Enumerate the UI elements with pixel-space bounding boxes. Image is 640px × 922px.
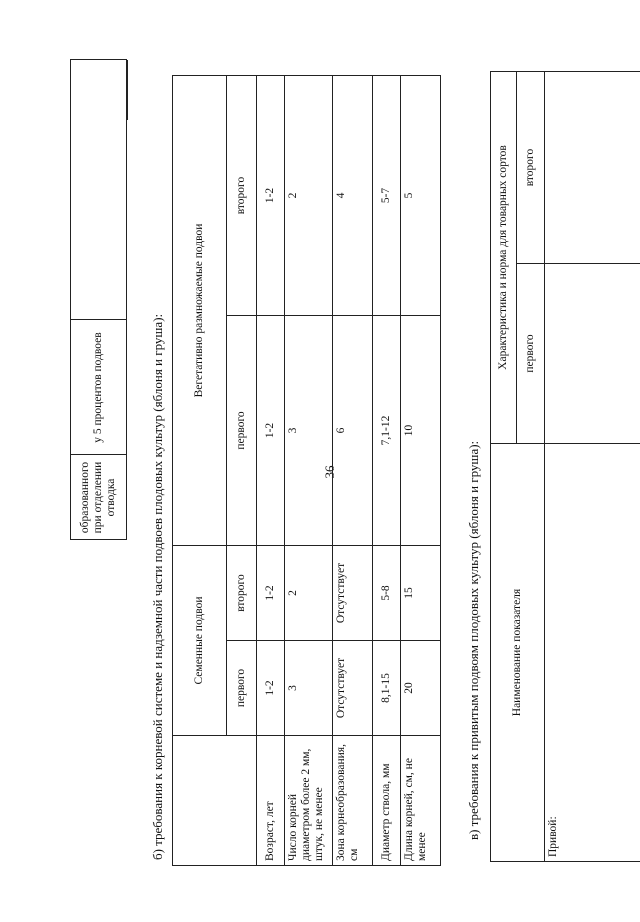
top-table-cell: у 5 процентов подвоев: [71, 320, 127, 455]
top-table-wrapper: [70, 60, 127, 541]
table-row: [401, 75, 441, 865]
section-v-table-wrapper: [490, 71, 640, 862]
value-cell: 2: [285, 546, 333, 641]
value-cell: 5: [401, 75, 441, 315]
value-cell: 1-2: [257, 641, 285, 736]
section-b-table-wrapper: [172, 75, 441, 866]
sub-header-second: второго: [227, 546, 257, 641]
value-cell: Отсутствует: [333, 546, 373, 641]
value-cell: 3: [285, 316, 333, 546]
row-label: Возраст, лет: [257, 736, 285, 866]
value-cell: 2: [285, 75, 333, 315]
top-table: [70, 60, 127, 541]
sub-header-first: первого: [227, 641, 257, 736]
header-veg-rootstocks: Вегетативно размножаемые подвои: [173, 75, 227, 545]
corner-cell: [173, 736, 257, 866]
table-row: [373, 75, 401, 865]
table-row: [333, 75, 373, 865]
sub-header-first: первого: [227, 316, 257, 546]
section-b-table: [172, 75, 441, 866]
value-cell: 10: [401, 316, 441, 546]
value-cell: 20: [401, 641, 441, 736]
value-cell: 1-2: [257, 75, 285, 315]
row-label: Длина корней, см, не менее: [401, 736, 441, 866]
value-cell: 6: [333, 316, 373, 546]
row-label: Число корней диаметром более 2 мм, штук, не менее: [285, 736, 333, 866]
value-cell: Отсутствует: [333, 641, 373, 736]
value-cell: 1-2: [257, 546, 285, 641]
value-cell: 3: [285, 641, 333, 736]
sub-header-second: второго: [227, 75, 257, 315]
row-label: Зона корнеобразования, см: [333, 736, 373, 866]
value-cell: 1-2: [257, 316, 285, 546]
header-characteristic: Характеристика и норма для товарных сортов: [491, 72, 517, 444]
sub-header-second: второго: [517, 72, 545, 264]
table-row: [285, 75, 333, 865]
row-label: Привой:: [545, 444, 640, 862]
header-seed-rootstocks: Семенные подвои: [173, 546, 227, 736]
page-number: 36: [322, 465, 337, 479]
section-v-caption: в) требования к привитым подвоям плодовых культур (яблоня и груша):: [466, 440, 481, 840]
value-cell: 5-8: [373, 546, 401, 641]
value-cell: [545, 72, 640, 264]
table-row: [545, 72, 640, 862]
row-label: Диаметр ствола, мм: [373, 736, 401, 866]
section-b-caption: б) требования к корневой системе и надземной части подвоев плодовых культур (яблоня и груша):: [150, 313, 165, 860]
section-v-table: [490, 71, 640, 862]
value-cell: 4: [333, 75, 373, 315]
value-cell: 15: [401, 546, 441, 641]
value-cell: 8,1-15: [373, 641, 401, 736]
value-cell: [545, 264, 640, 444]
value-cell: 7,1-12: [373, 316, 401, 546]
value-cell: 5-7: [373, 75, 401, 315]
sub-header-first: первого: [517, 264, 545, 444]
table-row: [257, 75, 285, 865]
top-table-extension: [70, 60, 128, 120]
top-table-cell: образованного при отделении отводка: [71, 455, 127, 540]
header-indicator-name: Наименование показателя: [491, 444, 545, 862]
